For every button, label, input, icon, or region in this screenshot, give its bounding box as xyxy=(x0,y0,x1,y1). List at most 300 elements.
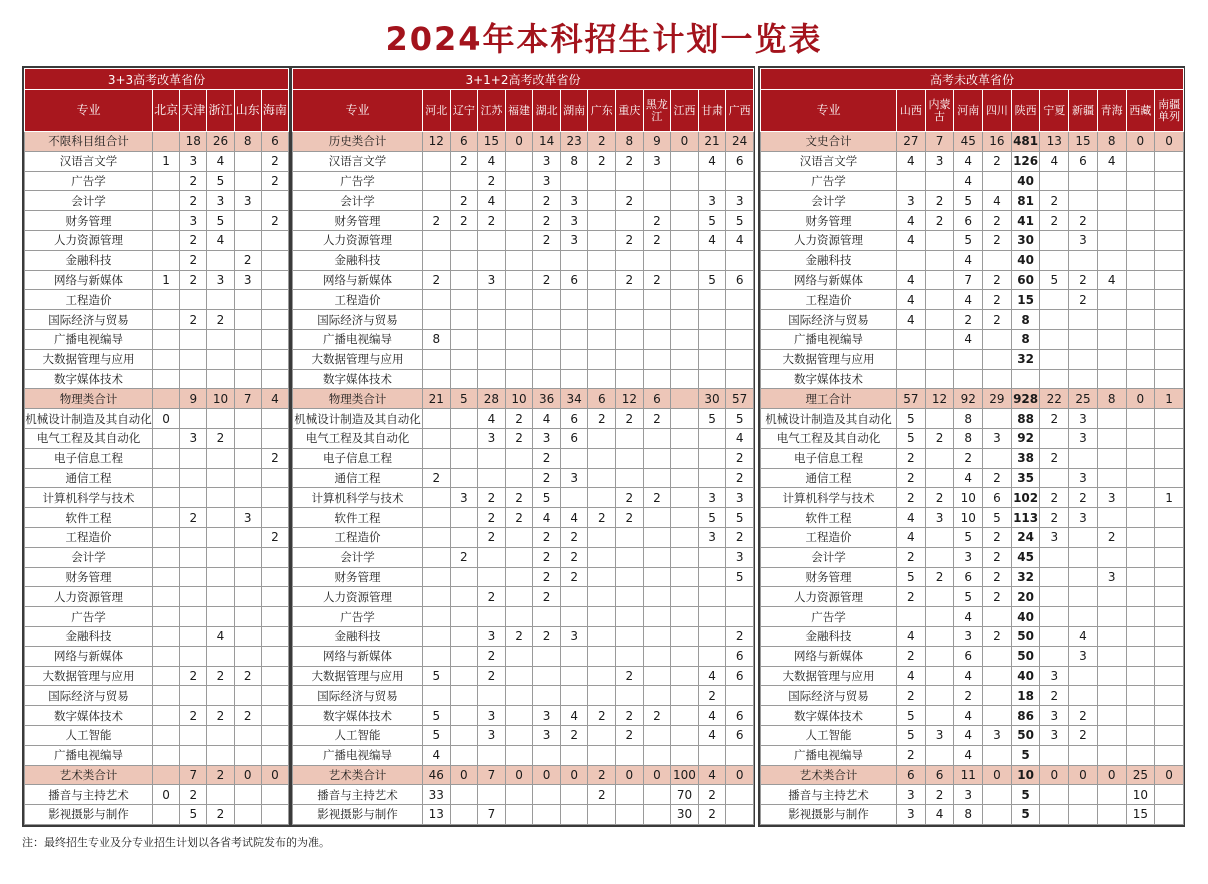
quota-cell xyxy=(1097,745,1126,765)
quota-cell: 5 xyxy=(1040,270,1069,290)
quota-cell: 12 xyxy=(423,132,451,152)
quota-cell: 4 xyxy=(954,151,983,171)
quota-cell xyxy=(698,310,726,330)
quota-cell xyxy=(423,191,451,211)
quota-cell: 2 xyxy=(234,706,261,726)
quota-cell: 40 xyxy=(1011,666,1040,686)
quota-cell xyxy=(1040,171,1069,191)
quota-cell xyxy=(1097,646,1126,666)
table-row xyxy=(761,745,1184,765)
major-name: 工程造价 xyxy=(761,527,897,547)
quota-cell xyxy=(560,646,588,666)
quota-cell xyxy=(261,706,288,726)
quota-cell xyxy=(478,250,506,270)
quota-cell xyxy=(560,607,588,627)
group-caption: 3+3高考改革省份 xyxy=(25,69,289,90)
quota-cell: 8 xyxy=(234,132,261,152)
quota-cell: 2 xyxy=(897,488,926,508)
major-name: 播音与主持艺术 xyxy=(293,785,423,805)
table-row xyxy=(761,171,1184,191)
quota-cell xyxy=(180,409,207,429)
major-name: 金融科技 xyxy=(25,250,153,270)
quota-cell: 4 xyxy=(698,706,726,726)
quota-cell xyxy=(234,646,261,666)
quota-cell xyxy=(643,290,671,310)
table-row xyxy=(25,191,289,211)
quota-cell xyxy=(616,369,644,389)
quota-cell: 8 xyxy=(954,428,983,448)
quota-cell: 23 xyxy=(560,132,588,152)
major-name: 网络与新媒体 xyxy=(761,646,897,666)
quota-cell: 4 xyxy=(423,745,451,765)
quota-cell xyxy=(560,686,588,706)
quota-cell: 92 xyxy=(1011,428,1040,448)
quota-cell xyxy=(423,369,451,389)
quota-cell xyxy=(234,211,261,231)
quota-cell xyxy=(450,230,478,250)
quota-cell xyxy=(671,211,699,231)
quota-cell xyxy=(1069,171,1098,191)
table-row xyxy=(761,349,1184,369)
quota-cell: 2 xyxy=(180,706,207,726)
quota-cell: 3 xyxy=(1040,527,1069,547)
quota-cell: 2 xyxy=(698,785,726,805)
quota-cell xyxy=(1040,607,1069,627)
quota-cell: 5 xyxy=(1011,745,1040,765)
quota-cell: 4 xyxy=(954,745,983,765)
major-name: 工程造价 xyxy=(293,527,423,547)
table-row xyxy=(761,428,1184,448)
quota-cell: 46 xyxy=(423,765,451,785)
quota-cell: 4 xyxy=(698,230,726,250)
quota-cell xyxy=(234,527,261,547)
quota-cell xyxy=(234,567,261,587)
quota-cell: 21 xyxy=(423,389,451,409)
quota-cell xyxy=(505,310,533,330)
quota-cell xyxy=(505,607,533,627)
table-row xyxy=(293,725,754,745)
quota-cell xyxy=(698,567,726,587)
table-row xyxy=(293,290,754,310)
quota-cell xyxy=(1040,805,1069,825)
quota-cell xyxy=(588,468,616,488)
quota-cell: 15 xyxy=(1011,290,1040,310)
table-row xyxy=(25,468,289,488)
quota-cell xyxy=(261,587,288,607)
quota-cell xyxy=(1126,329,1155,349)
major-name: 大数据管理与应用 xyxy=(25,666,153,686)
quota-cell xyxy=(560,369,588,389)
major-name: 会计学 xyxy=(25,191,153,211)
quota-cell xyxy=(1040,547,1069,567)
quota-cell xyxy=(153,468,180,488)
table-row xyxy=(293,488,754,508)
major-name: 国际经济与贸易 xyxy=(25,310,153,330)
quota-cell xyxy=(1040,646,1069,666)
quota-cell: 2 xyxy=(450,211,478,231)
quota-cell: 3 xyxy=(726,547,754,567)
quota-cell xyxy=(588,310,616,330)
quota-cell: 15 xyxy=(1069,132,1098,152)
quota-cell xyxy=(698,468,726,488)
quota-cell xyxy=(1069,448,1098,468)
quota-cell: 1 xyxy=(153,151,180,171)
quota-cell xyxy=(1040,468,1069,488)
quota-cell: 3 xyxy=(1069,230,1098,250)
quota-cell xyxy=(423,250,451,270)
quota-cell: 6 xyxy=(726,270,754,290)
quota-cell xyxy=(983,349,1012,369)
quota-cell: 2 xyxy=(925,191,954,211)
major-name: 计算机科学与技术 xyxy=(761,488,897,508)
quota-cell: 2 xyxy=(726,448,754,468)
quota-cell xyxy=(207,587,234,607)
quota-cell: 10 xyxy=(1011,765,1040,785)
quota-cell xyxy=(505,666,533,686)
quota-cell xyxy=(1126,686,1155,706)
quota-cell xyxy=(671,349,699,369)
quota-cell xyxy=(234,468,261,488)
quota-cell: 8 xyxy=(1011,310,1040,330)
quota-cell xyxy=(1097,706,1126,726)
quota-cell xyxy=(450,626,478,646)
quota-cell: 30 xyxy=(698,389,726,409)
quota-cell xyxy=(1040,567,1069,587)
quota-cell: 5 xyxy=(897,428,926,448)
quota-cell xyxy=(925,448,954,468)
quota-cell: 50 xyxy=(1011,725,1040,745)
quota-cell xyxy=(671,290,699,310)
quota-cell: 3 xyxy=(560,468,588,488)
table-row xyxy=(761,211,1184,231)
quota-cell: 2 xyxy=(234,666,261,686)
quota-cell xyxy=(671,488,699,508)
major-name: 计算机科学与技术 xyxy=(293,488,423,508)
quota-cell: 6 xyxy=(954,567,983,587)
quota-cell xyxy=(726,369,754,389)
table-row xyxy=(761,587,1184,607)
quota-cell: 5 xyxy=(983,508,1012,528)
quota-cell xyxy=(588,250,616,270)
major-name: 工程造价 xyxy=(761,290,897,310)
quota-cell xyxy=(505,230,533,250)
quota-cell xyxy=(180,607,207,627)
quota-cell xyxy=(1126,567,1155,587)
quota-cell xyxy=(925,587,954,607)
quota-cell: 2 xyxy=(478,211,506,231)
quota-cell xyxy=(925,646,954,666)
quota-cell xyxy=(1069,567,1098,587)
quota-cell xyxy=(1126,706,1155,726)
quota-cell xyxy=(153,745,180,765)
quota-cell: 0 xyxy=(234,765,261,785)
quota-cell: 24 xyxy=(726,132,754,152)
quota-cell xyxy=(234,369,261,389)
quota-cell xyxy=(698,290,726,310)
quota-cell xyxy=(983,250,1012,270)
quota-cell xyxy=(643,805,671,825)
quota-cell xyxy=(1155,626,1184,646)
quota-cell xyxy=(423,151,451,171)
quota-cell xyxy=(153,488,180,508)
quota-cell: 928 xyxy=(1011,389,1040,409)
quota-cell xyxy=(478,448,506,468)
quota-cell xyxy=(478,567,506,587)
quota-cell: 2 xyxy=(616,270,644,290)
table-row xyxy=(25,290,289,310)
quota-cell: 18 xyxy=(1011,686,1040,706)
quota-cell xyxy=(234,349,261,369)
table-row xyxy=(761,805,1184,825)
quota-cell: 3 xyxy=(478,725,506,745)
quota-cell: 4 xyxy=(726,428,754,448)
quota-cell: 4 xyxy=(533,409,561,429)
quota-cell: 3 xyxy=(533,706,561,726)
quota-cell xyxy=(423,488,451,508)
quota-cell: 2 xyxy=(1097,527,1126,547)
quota-cell xyxy=(1126,290,1155,310)
major-name: 人力资源管理 xyxy=(25,230,153,250)
quota-cell xyxy=(207,349,234,369)
quota-cell: 3 xyxy=(726,488,754,508)
quota-cell: 7 xyxy=(234,389,261,409)
quota-cell: 4 xyxy=(954,666,983,686)
province-header: 辽宁 xyxy=(450,90,478,132)
table-row xyxy=(761,270,1184,290)
province-header: 山西 xyxy=(897,90,926,132)
quota-cell: 2 xyxy=(983,270,1012,290)
quota-cell: 88 xyxy=(1011,409,1040,429)
quota-cell xyxy=(207,329,234,349)
quota-cell xyxy=(1097,587,1126,607)
quota-cell: 3 xyxy=(925,725,954,745)
quota-cell xyxy=(1126,428,1155,448)
quota-cell xyxy=(1097,329,1126,349)
quota-cell xyxy=(153,666,180,686)
quota-cell: 3 xyxy=(897,191,926,211)
quota-cell xyxy=(478,290,506,310)
quota-cell xyxy=(1155,725,1184,745)
quota-cell xyxy=(1126,310,1155,330)
quota-cell: 11 xyxy=(954,765,983,785)
province-header: 黑龙江 xyxy=(643,90,671,132)
quota-cell xyxy=(1069,191,1098,211)
quota-cell xyxy=(616,349,644,369)
quota-cell: 2 xyxy=(1040,409,1069,429)
quota-cell xyxy=(234,230,261,250)
quota-cell xyxy=(726,329,754,349)
quota-cell: 2 xyxy=(533,191,561,211)
table-row xyxy=(25,369,289,389)
quota-cell: 2 xyxy=(925,488,954,508)
quota-cell xyxy=(450,706,478,726)
quota-cell xyxy=(671,725,699,745)
quota-cell xyxy=(671,389,699,409)
quota-cell: 4 xyxy=(207,626,234,646)
province-header: 海南 xyxy=(261,90,288,132)
quota-cell: 5 xyxy=(726,211,754,231)
quota-cell xyxy=(207,607,234,627)
quota-cell xyxy=(954,349,983,369)
quota-cell xyxy=(505,369,533,389)
quota-cell xyxy=(671,508,699,528)
quota-cell: 4 xyxy=(698,725,726,745)
quota-cell xyxy=(1126,448,1155,468)
quota-cell xyxy=(207,468,234,488)
quota-cell: 33 xyxy=(423,785,451,805)
quota-cell xyxy=(671,706,699,726)
table-row xyxy=(25,646,289,666)
quota-cell xyxy=(983,409,1012,429)
quota-cell xyxy=(588,725,616,745)
quota-cell xyxy=(1155,270,1184,290)
table-row xyxy=(761,725,1184,745)
quota-cell xyxy=(450,468,478,488)
quota-cell: 3 xyxy=(533,151,561,171)
quota-cell xyxy=(533,607,561,627)
major-name: 人力资源管理 xyxy=(761,230,897,250)
quota-cell: 2 xyxy=(588,409,616,429)
quota-cell xyxy=(505,686,533,706)
quota-cell xyxy=(1126,171,1155,191)
quota-cell xyxy=(505,270,533,290)
quota-cell xyxy=(261,607,288,627)
subtotal-label: 艺术类合计 xyxy=(761,765,897,785)
quota-cell xyxy=(1155,349,1184,369)
quota-cell xyxy=(925,686,954,706)
quota-cell xyxy=(698,428,726,448)
quota-cell xyxy=(588,626,616,646)
quota-cell: 2 xyxy=(533,230,561,250)
quota-cell: 0 xyxy=(505,765,533,785)
quota-cell xyxy=(1126,468,1155,488)
quota-cell xyxy=(423,547,451,567)
quota-cell: 6 xyxy=(1069,151,1098,171)
subtotal-label: 物理类合计 xyxy=(293,389,423,409)
quota-cell: 3 xyxy=(983,428,1012,448)
quota-cell: 2 xyxy=(588,785,616,805)
quota-cell: 3 xyxy=(925,508,954,528)
quota-cell: 3 xyxy=(234,191,261,211)
quota-cell xyxy=(643,547,671,567)
quota-cell xyxy=(505,805,533,825)
quota-cell: 10 xyxy=(954,488,983,508)
quota-cell xyxy=(983,607,1012,627)
quota-cell: 2 xyxy=(423,468,451,488)
quota-cell xyxy=(234,587,261,607)
quota-cell xyxy=(925,329,954,349)
table-row xyxy=(293,329,754,349)
table-row xyxy=(293,646,754,666)
table-row xyxy=(761,151,1184,171)
quota-cell: 2 xyxy=(983,310,1012,330)
quota-cell xyxy=(1155,587,1184,607)
quota-cell xyxy=(1126,527,1155,547)
major-name: 人工智能 xyxy=(293,725,423,745)
quota-cell xyxy=(533,745,561,765)
quota-cell xyxy=(616,310,644,330)
quota-cell xyxy=(478,547,506,567)
quota-cell xyxy=(616,567,644,587)
major-name: 广播电视编导 xyxy=(25,329,153,349)
quota-cell: 2 xyxy=(1069,488,1098,508)
quota-cell xyxy=(643,666,671,686)
quota-cell xyxy=(1069,527,1098,547)
quota-cell xyxy=(925,409,954,429)
quota-cell xyxy=(261,428,288,448)
major-name: 国际经济与贸易 xyxy=(761,686,897,706)
quota-cell xyxy=(1097,369,1126,389)
major-name: 汉语言文学 xyxy=(293,151,423,171)
quota-cell: 2 xyxy=(207,310,234,330)
quota-cell: 2 xyxy=(588,508,616,528)
quota-cell: 4 xyxy=(478,191,506,211)
quota-cell: 2 xyxy=(983,211,1012,231)
quota-cell: 2 xyxy=(643,409,671,429)
quota-cell xyxy=(560,745,588,765)
quota-cell: 6 xyxy=(726,666,754,686)
quota-cell xyxy=(1126,626,1155,646)
major-name: 广播电视编导 xyxy=(25,745,153,765)
quota-cell: 2 xyxy=(925,567,954,587)
quota-cell: 2 xyxy=(207,765,234,785)
quota-cell: 2 xyxy=(533,547,561,567)
quota-cell xyxy=(533,290,561,310)
quota-cell: 3 xyxy=(560,230,588,250)
table-row xyxy=(25,349,289,369)
quota-cell xyxy=(925,369,954,389)
quota-cell xyxy=(698,349,726,369)
quota-cell: 3 xyxy=(478,428,506,448)
quota-cell xyxy=(478,369,506,389)
quota-cell: 10 xyxy=(954,508,983,528)
quota-cell: 2 xyxy=(616,508,644,528)
quota-cell: 16 xyxy=(983,132,1012,152)
quota-cell: 5 xyxy=(1011,785,1040,805)
quota-cell xyxy=(153,250,180,270)
quota-cell xyxy=(180,329,207,349)
quota-cell xyxy=(153,686,180,706)
quota-cell: 2 xyxy=(616,409,644,429)
table-row xyxy=(25,706,289,726)
quota-cell: 2 xyxy=(588,132,616,152)
subtotal-label: 历史类合计 xyxy=(293,132,423,152)
quota-cell: 3 xyxy=(533,171,561,191)
subtotal-label: 不限科目组合计 xyxy=(25,132,153,152)
quota-cell: 60 xyxy=(1011,270,1040,290)
quota-cell: 2 xyxy=(983,626,1012,646)
quota-cell xyxy=(207,409,234,429)
quota-cell: 2 xyxy=(983,151,1012,171)
major-name: 财务管理 xyxy=(293,211,423,231)
quota-cell xyxy=(207,290,234,310)
quota-cell: 86 xyxy=(1011,706,1040,726)
quota-cell xyxy=(423,527,451,547)
quota-cell xyxy=(1155,191,1184,211)
quota-cell xyxy=(234,428,261,448)
quota-cell: 2 xyxy=(616,151,644,171)
quota-cell xyxy=(1040,349,1069,369)
major-name: 金融科技 xyxy=(761,626,897,646)
quota-cell xyxy=(234,626,261,646)
quota-cell xyxy=(180,527,207,547)
quota-cell xyxy=(1097,468,1126,488)
quota-cell: 57 xyxy=(726,389,754,409)
quota-cell: 4 xyxy=(698,151,726,171)
quota-cell xyxy=(234,409,261,429)
quota-cell xyxy=(450,745,478,765)
quota-cell xyxy=(588,211,616,231)
